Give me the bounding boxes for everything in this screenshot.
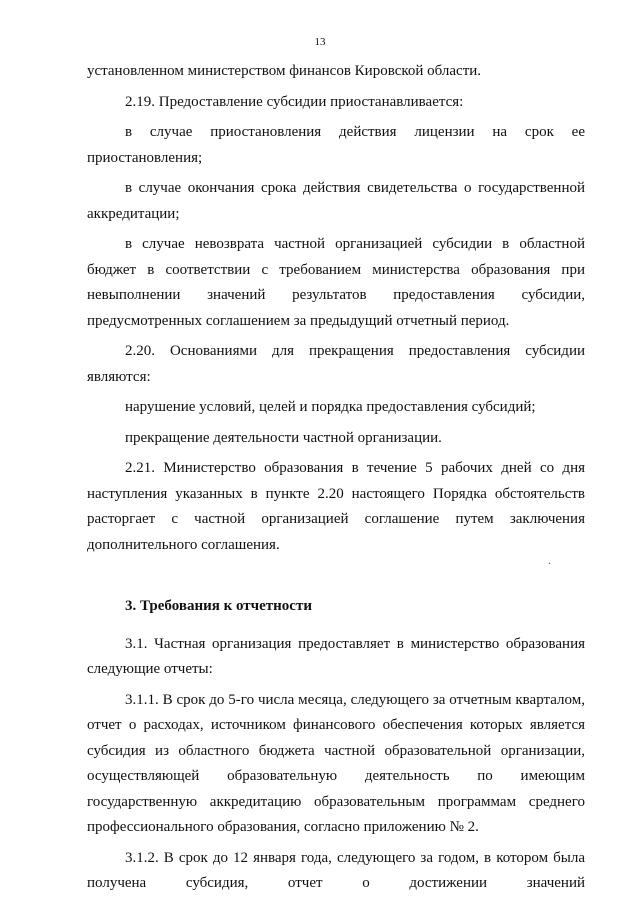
- paragraph-non-return: в случае невозврата частной организацией субсидии в областной бюджет в соответствии с требованием министерства образования при невыполнении значений результатов предоставления субсидии, предусмотренных соглашением за предыдущий отчетный период.: [87, 236, 585, 329]
- paragraph-license-suspension: в случае приостановления действия лицензии на срок ее приостановления;: [87, 124, 585, 166]
- paragraph-continuation: установленном министерством финансов Кировской области.: [87, 63, 482, 79]
- paragraph-violation: нарушение условий, целей и порядка предоставления субсидий;: [125, 399, 536, 415]
- paragraph-3-1-1: 3.1.1. В срок до 5-го числа месяца, следующего за отчетным кварталом, отчет о расходах, источником финансового обеспечения которых является субсидия из областного бюджета частной образовательной организации, осуществляющей образовательную деятельность по имеющим государственную аккредитацию образовательным программам среднего профессионального образования, согласно приложению № 2.: [87, 691, 585, 835]
- paragraph-2-21: 2.21. Министерство образования в течение 5 рабочих дней со дня наступления указанных в пункте 2.20 настоящего Порядка обстоятельств расторгает с частной организацией соглашение путем заключения дополнительного соглашения.: [87, 460, 585, 553]
- paragraph-2-20: 2.20. Основаниями для прекращения предоставления субсидии являются:: [87, 343, 585, 385]
- paragraph-termination: прекращение деятельности частной организации.: [125, 429, 442, 446]
- document-body: [87, 59, 585, 897]
- paragraph-3-1: 3.1. Частная организация предоставляет в министерство образования следующие отчеты:: [87, 635, 585, 677]
- paragraph-2-19: 2.19. Предоставление субсидии приостанавливается:: [125, 93, 464, 110]
- section-heading: 3. Требования к отчетности: [125, 598, 312, 614]
- paragraph-3-1-2: 3.1.2. В срок до 12 января года, следующего за годом, в котором была получена субсидия, отчет о достижении значений: [87, 849, 585, 891]
- page-number: 13: [314, 36, 326, 48]
- scan-speck: .: [548, 553, 551, 567]
- paragraph-accreditation-expiry: в случае окончания срока действия свидетельства о государственной аккредитации;: [87, 180, 585, 222]
